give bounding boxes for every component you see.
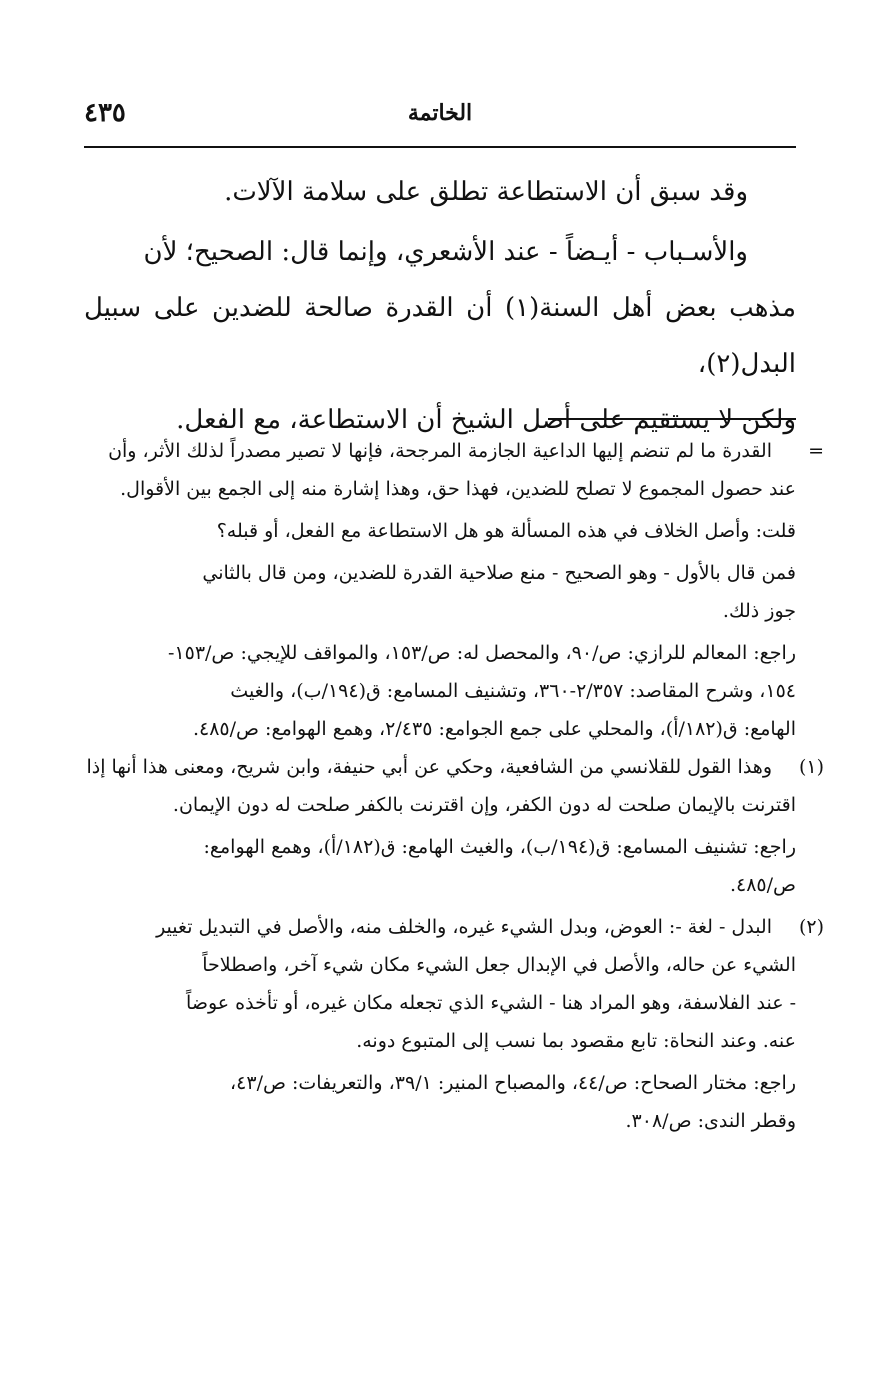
footnote-continuation-line-3: قلت: وأصل الخلاف في هذه المسألة هو هل الاستطاعة مع الفعل، أو قبله؟ (216, 520, 796, 542)
footnote-continuation-line-4: فمن قال بالأول - وهو الصحيح - منع صلاحية القدرة للضدين، ومن قال بالثاني (202, 562, 796, 584)
footnote-continuation-line-2: عند حصول المجموع لا تصلح للضدين، فهذا حق، وهذا إشارة منه إلى الجمع بين الأقوال. (120, 478, 796, 500)
main-text (84, 164, 796, 448)
footnote-2-reference-line-1: راجع: مختار الصحاح: ص/٤٤، والمصباح المنير: ٣٩/١، والتعريفات: ص/٤٣، (230, 1072, 796, 1094)
footnote-2-line-2: الشيء عن حاله، والأصل في الإبدال جعل الشيء مكان شيء آخر، واصطلاحاً (202, 954, 796, 976)
main-paragraph-2-line-3: ولكن لا يستقيم على أصل الشيخ أن الاستطاعة، مع الفعل. (176, 405, 796, 435)
running-title: الخاتمة (407, 100, 473, 126)
footnote-2-marker: (٢) (798, 916, 824, 938)
footnote-reference-line-1: راجع: المعالم للرازي: ص/٩٠، والمحصل له: ص/١٥٣، والمواقف للإيجي: ص/١٥٣- (167, 642, 796, 664)
footnote-continuation-line-5: جوز ذلك. (722, 600, 796, 622)
footnote-1-reference-line-2: ص/٤٨٥. (729, 874, 796, 896)
footnote-continuation-line-1 (84, 432, 824, 470)
footnote-text: وهذا القول للقلانسي من الشافعية، وحكي عن أبي حنيفة، وابن شريح، ومعنى هذا أنها إذا (86, 756, 772, 778)
footnote-1-line-1 (84, 748, 824, 786)
footnote-text: البدل - لغة -: العوض، وبدل الشيء غيره، والخلف منه، والأصل في التبديل تغيير (156, 916, 772, 938)
footnotes (84, 432, 824, 1140)
main-paragraph-2-line-1: والأسـباب - أيـضاً - عند الأشعري، وإنما قال: الصحيح؛ لأن (143, 237, 748, 267)
footnote-reference-line-3: الهامع: ق(١٨٢/أ)، والمحلي على جمع الجوامع: ٢/٤٣٥، وهمع الهوامع: ص/٤٨٥. (192, 718, 796, 740)
footnote-2-reference-line-2: وقطر الندى: ص/٣٠٨. (625, 1110, 796, 1132)
footnote-1-line-2: اقترنت بالإيمان صلحت له دون الكفر، وإن اقترنت بالكفر صلحت له دون الإيمان. (172, 794, 796, 816)
footnote-1-marker: (١) (798, 756, 824, 778)
main-paragraph-1: وقد سبق أن الاستطاعة تطلق على سلامة الآلات. (224, 177, 748, 207)
page-header (84, 96, 796, 140)
footnote-2-line-1 (84, 908, 824, 946)
footnote-2-line-4: عنه. وعند النحاة: تابع مقصود بما نسب إلى المتبوع دونه. (356, 1030, 796, 1052)
footnote-text: القدرة ما لم تنضم إليها الداعية الجازمة المرجحة، فإنها لا تصير مصدراً لذلك الأثر، وأن (108, 440, 772, 462)
footnote-2-line-3: - عند الفلاسفة، وهو المراد هنا - الشيء الذي تجعله مكان غيره، أو تأخذه عوضاً (186, 992, 796, 1014)
header-rule (84, 146, 796, 148)
page-number: ٤٣٥ (84, 98, 126, 128)
main-paragraph-2-line-2: مذهب بعض أهل السنة(١) أن القدرة صالحة للضدين على سبيل البدل(٢)، (84, 293, 796, 379)
continuation-marker: = (808, 440, 824, 462)
footnote-1-reference-line-1: راجع: تشنيف المسامع: ق(١٩٤/ب)، والغيث الهامع: ق(١٨٢/أ)، وهمع الهوامع: (203, 836, 796, 858)
footnote-rule (548, 418, 796, 420)
footnote-reference-line-2: ١٥٤، وشرح المقاصد: ٢/٣٥٧-٣٦٠، وتشنيف المسامع: ق(١٩٤/ب)، والغيث (230, 680, 796, 702)
